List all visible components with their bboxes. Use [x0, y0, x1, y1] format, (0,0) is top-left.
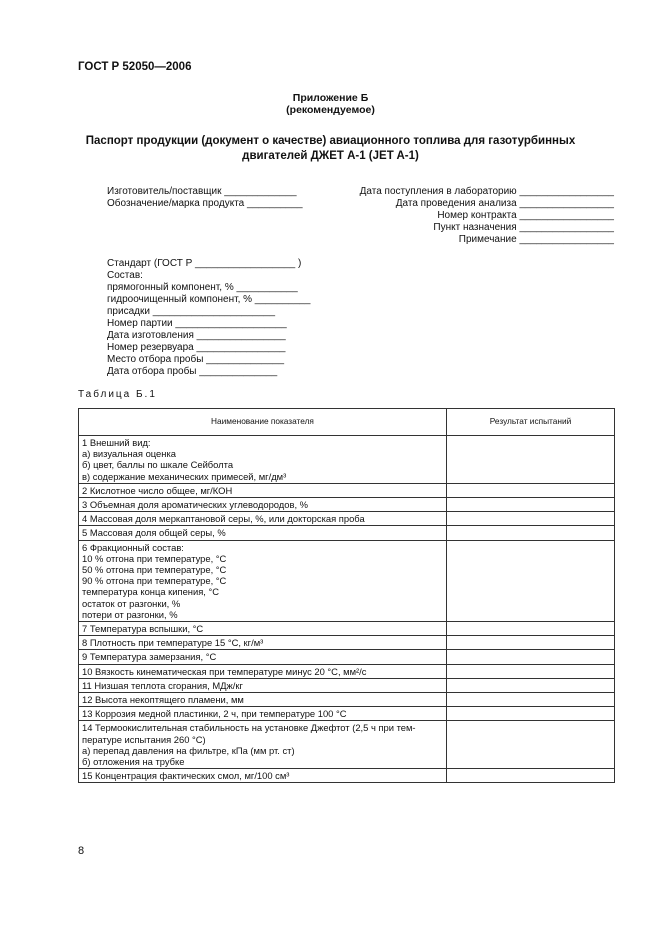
- table-row: [79, 664, 615, 678]
- table-row: [79, 636, 615, 650]
- indicator-cell: [79, 721, 447, 769]
- indicator-cell: [79, 693, 447, 707]
- table-caption: Таблица Б.1: [78, 389, 157, 400]
- result-cell[interactable]: [447, 636, 615, 650]
- indicator-line: 7 Температура вспышки, °С: [82, 623, 204, 635]
- table-row: [79, 526, 615, 540]
- form-field-contract-number: Номер контракта _________________: [437, 210, 614, 221]
- indicator-cell: [79, 622, 447, 636]
- indicator-cell: [79, 678, 447, 692]
- result-cell[interactable]: [447, 483, 615, 497]
- indicator-line: б) цвет, баллы по шкале Сейболта: [82, 459, 234, 471]
- results-table: [78, 408, 615, 783]
- result-cell[interactable]: [447, 540, 615, 621]
- table-row: [79, 693, 615, 707]
- table-row: [79, 540, 615, 621]
- result-cell[interactable]: [447, 436, 615, 484]
- indicator-line: 90 % отгона при температуре, °С: [82, 575, 227, 587]
- table-row: [79, 650, 615, 664]
- table-row: [79, 622, 615, 636]
- indicator-cell: [79, 636, 447, 650]
- indicator-line: 3 Объемная доля ароматических углеводородов, %: [82, 499, 309, 511]
- indicator-line: 13 Коррозия медной пластинки, 2 ч, при температуре 100 °С: [82, 708, 347, 720]
- appendix-title: Приложение Б: [292, 92, 369, 104]
- indicator-cell: [79, 664, 447, 678]
- table-row: [79, 483, 615, 497]
- form-field-manufacturer: Изготовитель/поставщик _____________: [107, 186, 297, 197]
- indicator-line: 8 Плотность при температуре 15 °С, кг/м³: [82, 637, 264, 649]
- result-cell[interactable]: [447, 693, 615, 707]
- document-title-line-2: двигателей ДЖЕТ А-1 (JET A-1): [242, 150, 419, 162]
- document-code: ГОСТ Р 52050—2006: [78, 61, 192, 73]
- form-field-hydrotreated: гидроочищенный компонент, % __________: [107, 294, 311, 305]
- form-field-sampling-place: Место отбора пробы ______________: [107, 354, 285, 365]
- form-field-batch-number: Номер партии ____________________: [107, 318, 287, 329]
- form-field-composition: Состав:: [107, 270, 143, 281]
- indicator-line: 4 Массовая доля меркаптановой серы, %, или докторская проба: [82, 513, 365, 525]
- indicator-cell: [79, 436, 447, 484]
- indicator-cell: [79, 650, 447, 664]
- table-row: [79, 678, 615, 692]
- document-title-line-1: Паспорт продукции (документ о качестве) авиационного топлива для газотурбинных: [85, 135, 576, 147]
- appendix-kind: (рекомендуемое): [286, 104, 375, 116]
- indicator-cell: [79, 483, 447, 497]
- indicator-line: 5 Массовая доля общей серы, %: [82, 527, 226, 539]
- indicator-line: б) отложения на трубке: [82, 756, 185, 768]
- indicator-cell: [79, 526, 447, 540]
- form-field-note: Примечание _________________: [458, 234, 614, 245]
- page-number: 8: [78, 845, 85, 857]
- indicator-line: температура конца кипения, °С: [82, 586, 220, 598]
- form-field-analysis-date: Дата проведения анализа _________________: [395, 198, 614, 209]
- result-cell[interactable]: [447, 707, 615, 721]
- indicator-line: 12 Высота некоптящего пламени, мм: [82, 694, 244, 706]
- form-field-production-date: Дата изготовления ________________: [107, 330, 286, 341]
- table-row: [79, 721, 615, 769]
- result-cell[interactable]: [447, 622, 615, 636]
- indicator-line: 1 Внешний вид:: [82, 437, 151, 448]
- table-row: [79, 436, 615, 484]
- indicator-line: 2 Кислотное число общее, мг/КОН: [82, 484, 233, 496]
- indicator-line: 10 % отгона при температуре, °С: [82, 552, 227, 564]
- form-field-destination: Пункт назначения _________________: [433, 222, 614, 233]
- table-row: [79, 512, 615, 526]
- result-cell[interactable]: [447, 664, 615, 678]
- form-field-standard: Стандарт (ГОСТ Р __________________ ): [107, 258, 302, 269]
- result-cell[interactable]: [447, 769, 615, 783]
- indicator-cell: [79, 769, 447, 783]
- indicator-line: 14 Термоокислительная стабильность на установке Джефтот (2,5 ч при тем-: [82, 722, 416, 734]
- form-field-product-grade: Обозначение/марка продукта __________: [107, 198, 303, 209]
- table-row: [79, 498, 615, 512]
- result-cell[interactable]: [447, 678, 615, 692]
- indicator-cell: [79, 540, 447, 621]
- form-field-lab-arrival-date: Дата поступления в лабораторию _________________: [359, 186, 614, 197]
- indicator-cell: [79, 498, 447, 512]
- result-cell[interactable]: [447, 721, 615, 769]
- indicator-line: остаток от разгонки, %: [82, 597, 181, 609]
- indicator-cell: [79, 512, 447, 526]
- indicator-line: 50 % отгона при температуре, °С: [82, 564, 227, 576]
- table-row: [79, 707, 615, 721]
- result-cell[interactable]: [447, 512, 615, 526]
- indicator-line: а) визуальная оценка: [82, 448, 176, 460]
- table-row: [79, 769, 615, 783]
- form-field-additives: присадки ______________________: [107, 306, 276, 317]
- form-field-sampling-date: Дата отбора пробы ______________: [107, 366, 278, 377]
- indicator-cell: [79, 707, 447, 721]
- column-header-indicator: Наименование показателя: [79, 409, 447, 436]
- indicator-line: 11 Низшая теплота сгорания, МДж/кг: [82, 679, 243, 691]
- column-header-result: Результат испытаний: [447, 409, 615, 436]
- result-cell[interactable]: [447, 498, 615, 512]
- result-cell[interactable]: [447, 526, 615, 540]
- form-field-tank-number: Номер резервуара ________________: [107, 342, 286, 353]
- form-field-straight-run: прямогонный компонент, % ___________: [107, 282, 298, 293]
- indicator-line: 6 Фракционный состав:: [82, 541, 184, 553]
- indicator-line: а) перепад давления на фильтре, кПа (мм рт. ст): [82, 744, 295, 756]
- result-cell[interactable]: [447, 650, 615, 664]
- indicator-line: 9 Температура замерзания, °С: [82, 651, 217, 663]
- indicator-line: пературе испытания 260 °С): [82, 733, 206, 745]
- indicator-line: потери от разгонки, %: [82, 608, 178, 620]
- indicator-line: 15 Концентрация фактических смол, мг/100 см³: [82, 770, 290, 782]
- indicator-line: в) содержание механических примесей, мг/дм³: [82, 470, 287, 482]
- indicator-line: 10 Вязкость кинематическая при температуре минус 20 °С, мм²/с: [82, 665, 367, 677]
